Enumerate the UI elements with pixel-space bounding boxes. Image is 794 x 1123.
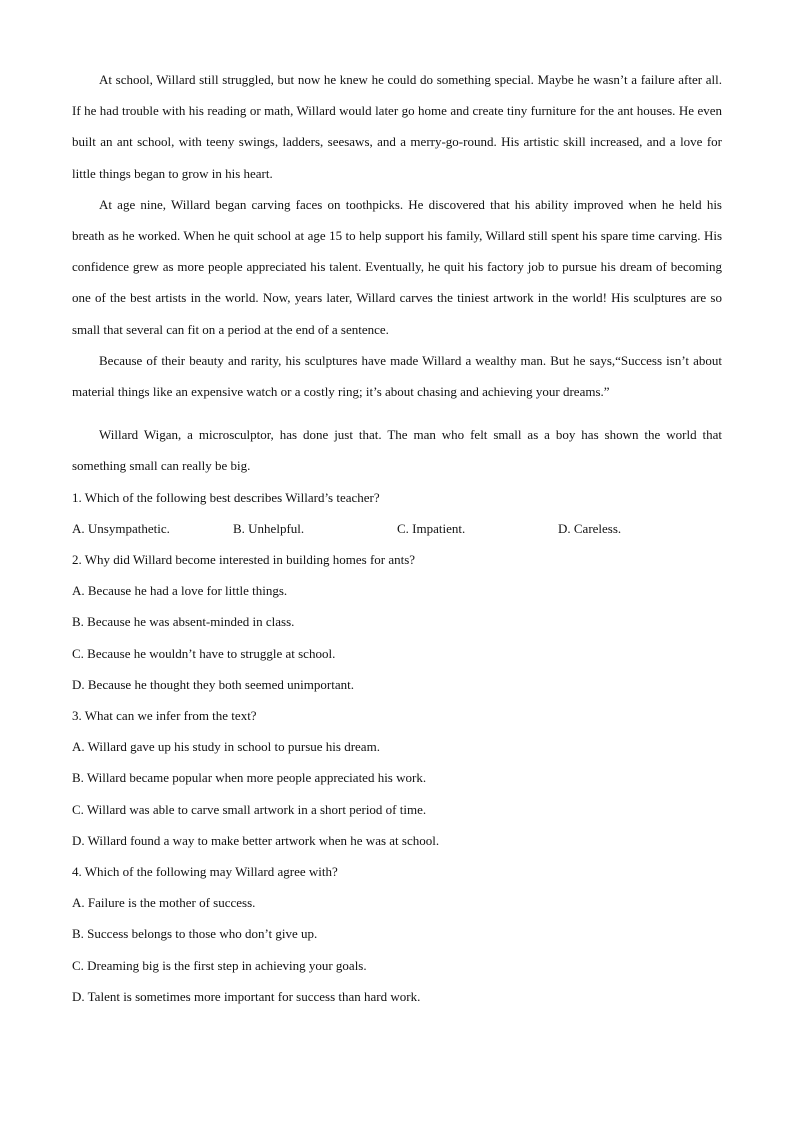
passage-paragraph-4: Willard Wigan, a microsculptor, has done just that. The man who felt small as a boy has shown the world that something small can really be big. [72, 427, 722, 474]
passage-paragraph-1: At school, Willard still struggled, but now he knew he could do something special. Maybe he wasn’t a failure after all. If he had trouble with his reading or math, Willard would later go home and create tiny furniture for the ant houses. He even built an ant school, with teeny swings, ladders, seesaws, and a merry-go-round. His artistic skill increased, and a love for little things began to grow in his heart. [72, 72, 722, 181]
question-stem: 1. Which of the following best describes Willard’s teacher? [72, 489, 380, 505]
option-a: A. Unsympathetic. [72, 520, 170, 536]
option-b: B. Because he was absent-minded in class. [72, 614, 295, 630]
option-d: D. Willard found a way to make better artwork when he was at school. [72, 832, 440, 848]
option-d: D. Careless. [558, 520, 622, 536]
question-1-options [72, 513, 722, 544]
question-stem: 4. Which of the following may Willard agree with? [72, 864, 338, 880]
question-3 [72, 700, 722, 856]
option-c: C. Impatient. [397, 520, 466, 536]
document-page [72, 64, 722, 1012]
option-a: A. Willard gave up his study in school to pursue his dream. [72, 739, 380, 755]
question-stem: 2. Why did Willard become interested in building homes for ants? [72, 552, 416, 568]
option-a: A. Failure is the mother of success. [72, 895, 256, 911]
option-b: B. Unhelpful. [233, 520, 305, 536]
option-b: B. Willard became popular when more people appreciated his work. [72, 770, 427, 786]
option-b: B. Success belongs to those who don’t give up. [72, 926, 318, 942]
question-4 [72, 856, 722, 1012]
option-d: D. Because he thought they both seemed unimportant. [72, 676, 354, 692]
option-c: C. Dreaming big is the first step in achieving your goals. [72, 957, 367, 973]
question-1 [72, 482, 722, 544]
option-a: A. Because he had a love for little things. [72, 583, 288, 599]
option-d: D. Talent is sometimes more important for success than hard work. [72, 988, 421, 1004]
question-2 [72, 544, 722, 700]
option-c: C. Because he wouldn’t have to struggle at school. [72, 645, 336, 661]
option-c: C. Willard was able to carve small artwork in a short period of time. [72, 801, 427, 817]
question-stem: 3. What can we infer from the text? [72, 708, 257, 724]
passage-paragraph-3: Because of their beauty and rarity, his sculptures have made Willard a wealthy man. But he says,“Success isn’t about material things like an expensive watch or a costly ring; it’s about chasing and achieving your dreams.” [72, 352, 722, 400]
passage-paragraph-2: At age nine, Willard began carving faces on toothpicks. He discovered that his ability improved when he held his breath as he worked. When he quit school at age 15 to help support his family, Willard still spent his spare time carving. His confidence grew as more people appreciated his talent. Eventually, he quit his factory job to pursue his dream of becoming one of the best artists in the world. Now, years later, Willard carves the tiniest artwork in the world! His sculptures are so small that several can fit on a period at the end of a sentence. [72, 196, 722, 337]
